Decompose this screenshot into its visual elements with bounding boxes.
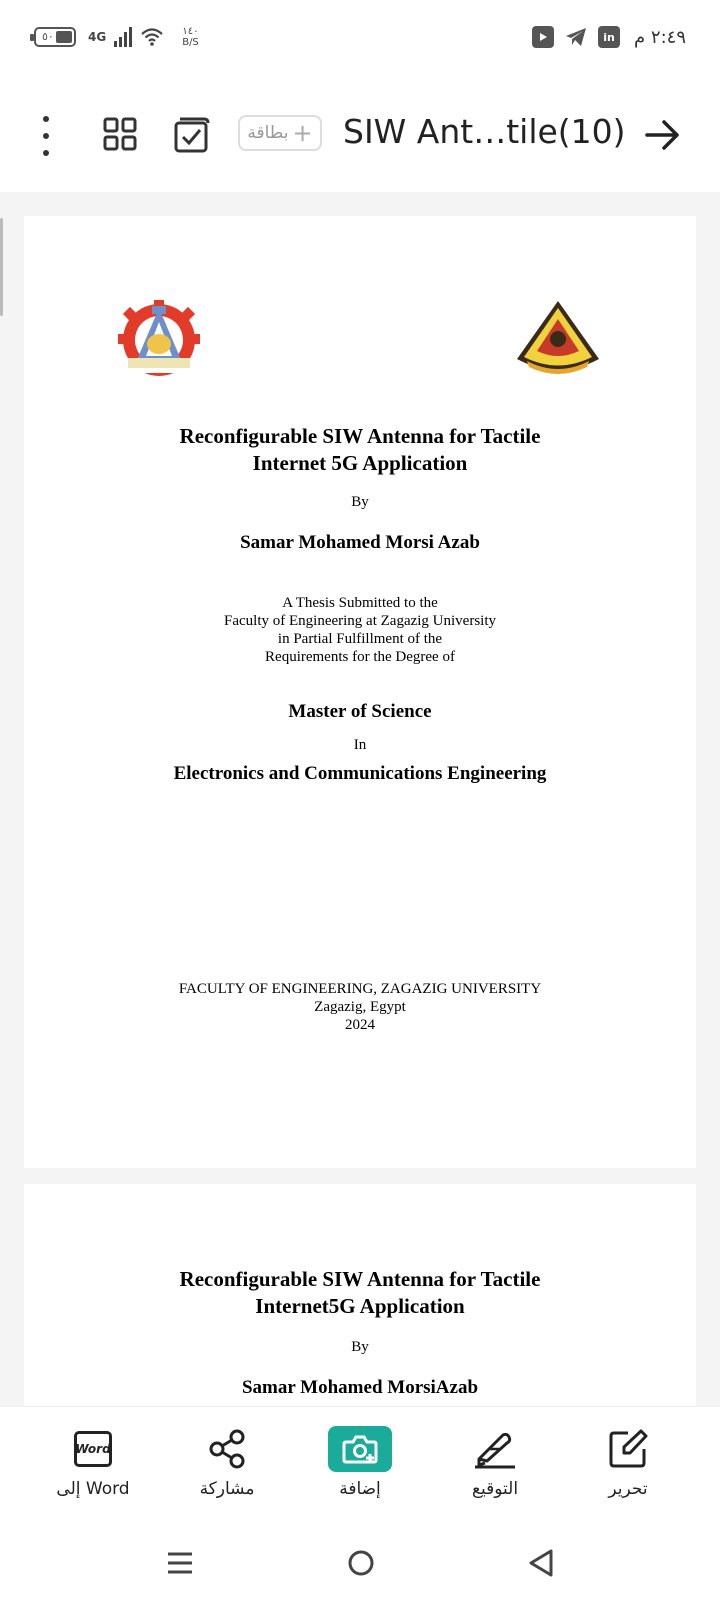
degree-name: Master of Science	[288, 701, 432, 722]
back-icon[interactable]	[527, 1548, 555, 1578]
edit-button[interactable]	[573, 1427, 683, 1507]
grid-view-icon[interactable]	[103, 117, 137, 151]
signature-label: التوقيع	[471, 1479, 519, 1499]
document-page-2[interactable]	[24, 1184, 696, 1414]
network-speed: ١٤٠ B/S	[182, 26, 199, 48]
thesis-title: Reconfigurable SIW Antenna for Tactile Internet 5G Application	[179, 424, 541, 475]
share-button[interactable]	[172, 1427, 282, 1507]
add-button[interactable]	[305, 1427, 415, 1507]
select-icon[interactable]	[174, 117, 210, 153]
youtube-icon	[532, 26, 554, 48]
signal-icon	[114, 27, 132, 47]
author-name: Samar Mohamed Morsi Azab	[240, 532, 480, 553]
add-camera-icon	[328, 1426, 392, 1472]
bottom-action-bar	[0, 1406, 720, 1517]
telegram-icon	[564, 26, 588, 48]
author-name-2: Samar Mohamed MorsiAzab	[241, 1377, 479, 1398]
edit-icon	[608, 1429, 648, 1469]
recent-apps-icon[interactable]	[167, 1550, 193, 1576]
more-options-icon[interactable]	[36, 116, 56, 156]
by-label: By	[351, 494, 369, 510]
edit-label: تحرير	[608, 1479, 648, 1499]
home-icon[interactable]	[348, 1550, 374, 1576]
wifi-icon	[140, 27, 164, 47]
university-logo	[513, 299, 603, 379]
add-card-button[interactable]	[238, 115, 322, 151]
to-word-button[interactable]	[38, 1427, 148, 1507]
signature-button[interactable]	[440, 1427, 550, 1507]
share-label: مشاركة	[199, 1479, 255, 1499]
thesis-title-2: Reconfigurable SIW Antenna for Tactile Internet5G Application	[179, 1267, 541, 1318]
top-toolbar	[0, 80, 720, 192]
clock: ٢:٤٩ م	[634, 26, 686, 48]
by-label-2: By	[351, 1339, 369, 1355]
add-label: إضافة	[339, 1479, 381, 1499]
document-page[interactable]	[24, 216, 696, 1168]
signature-icon	[473, 1429, 517, 1469]
card-label: بطاقة	[247, 123, 289, 143]
linkedin-icon: in	[598, 26, 620, 48]
plus-icon: +	[292, 119, 313, 147]
document-title: SIW Ant…tile(10)	[343, 112, 626, 151]
battery-icon	[34, 27, 76, 47]
arrow-forward-icon[interactable]	[645, 118, 681, 152]
scroll-handle[interactable]	[0, 218, 3, 316]
field-of-study: Electronics and Communications Engineering	[173, 763, 547, 784]
word-icon: Word	[74, 1431, 112, 1467]
system-navigation-bar	[0, 1516, 720, 1612]
share-icon	[208, 1429, 246, 1469]
to-word-label: إلى Word	[56, 1479, 130, 1499]
status-bar	[0, 0, 720, 80]
faculty-logo	[112, 300, 206, 376]
thesis-statement: A Thesis Submitted to the Faculty of Engineering at Zagazig University in Partial Fulfillment of the Requirements for the Degree of	[224, 595, 496, 665]
battery-level: ٥٠	[42, 30, 54, 43]
network-type: 4G	[88, 30, 107, 44]
page-footer: FACULTY OF ENGINEERING, ZAGAZIG UNIVERSITY Zagazig, Egypt 2024	[178, 981, 542, 1033]
in-label: In	[353, 737, 367, 753]
